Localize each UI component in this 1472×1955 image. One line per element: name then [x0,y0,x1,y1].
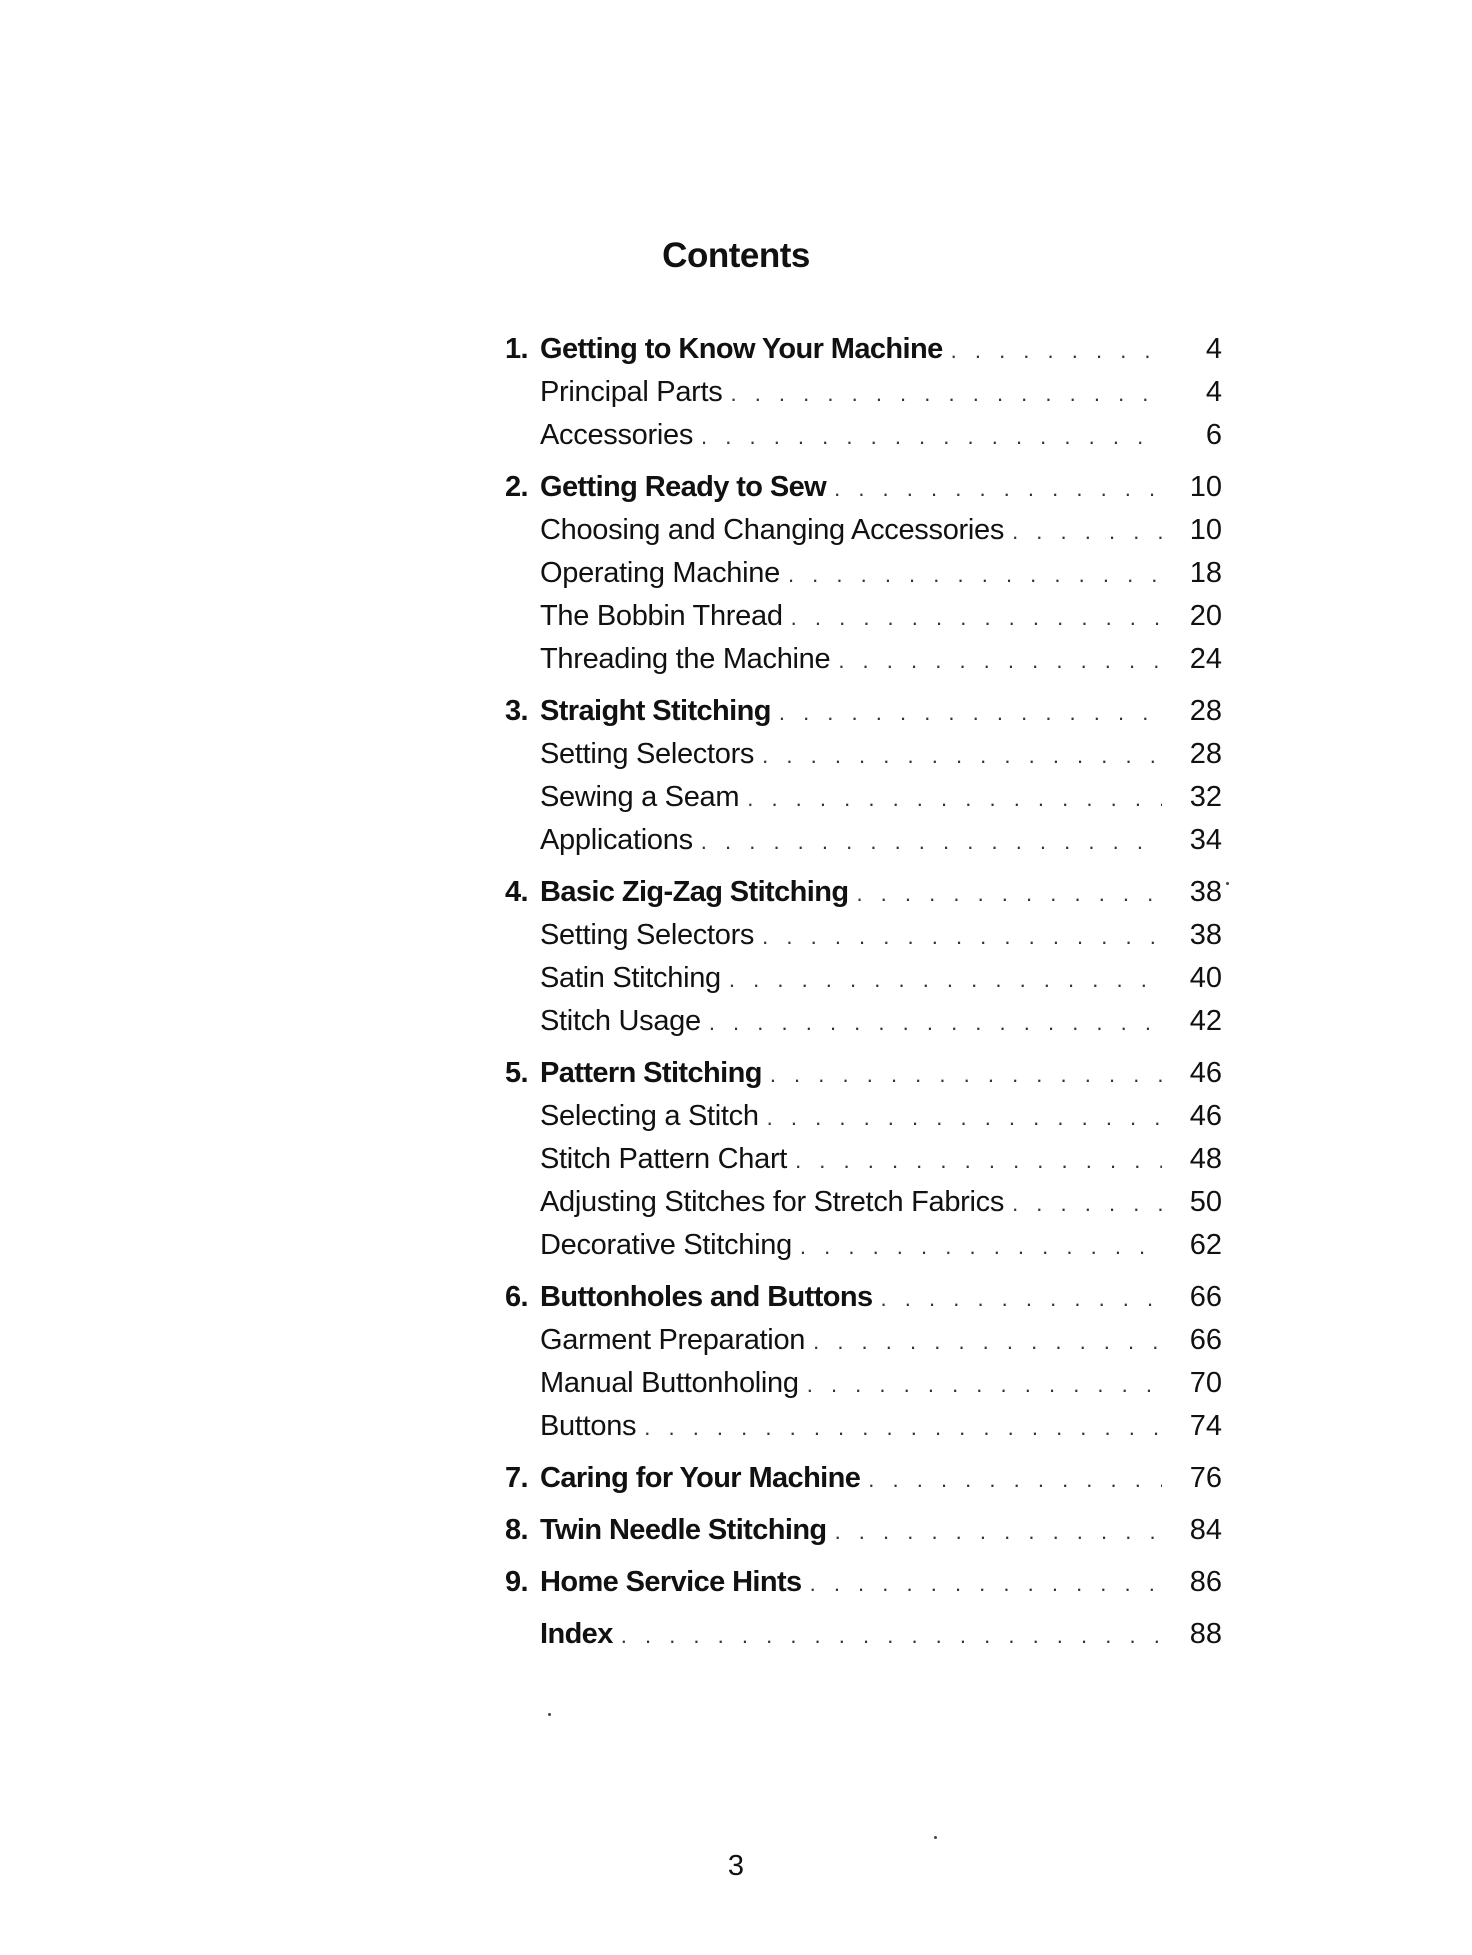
toc-entry-label: Selecting a Stitch [540,1100,759,1132]
toc-section-entry [505,1052,1222,1095]
toc-subsection-entry [505,1319,1222,1362]
dot-leader [834,467,1162,510]
toc-entry-page: 70 [1189,1367,1222,1399]
toc-subsection-entry [505,1095,1222,1138]
toc-entry-page: 4 [1205,376,1222,408]
toc-section-entry [505,690,1222,733]
dot-leader [813,1320,1162,1363]
toc-entry-page: 10 [1189,471,1222,503]
toc-entry-label: Buttons [540,1410,637,1442]
toc-entry-label: Adjusting Stitches for Stretch Fabrics [540,1186,1005,1218]
toc-entry-number: 1. [505,333,528,365]
toc-entry-page: 42 [1189,1005,1222,1037]
dot-leader [709,1001,1162,1044]
toc-section-entry [505,1276,1222,1319]
toc-entry-page: 88 [1189,1618,1222,1650]
toc-entry-label: Satin Stitching [540,962,721,994]
toc-entry-page: 62 [1189,1229,1222,1261]
toc-entry-label: Getting Ready to Sew [540,471,827,503]
dot-leader [770,1053,1162,1096]
toc-entry-label: Home Service Hints [540,1566,802,1598]
toc-entry-label: Decorative Stitching [540,1229,792,1261]
dot-leader [701,820,1162,863]
toc-entry-number: 4. [505,876,528,908]
dot-leader [621,1614,1162,1657]
toc-entry-page: 4 [1205,333,1222,365]
toc-entry-label: Getting to Know Your Machine [540,333,943,365]
toc-entry-number: 3. [505,695,528,727]
toc-subsection-entry [505,595,1222,638]
dot-leader [729,958,1162,1001]
toc-subsection-entry [505,733,1222,776]
toc-entry-page: 10 [1189,514,1222,546]
dot-leader [838,639,1162,682]
dot-leader [788,553,1162,596]
toc-entry-page: 6 [1205,419,1222,451]
toc-entry-page: 20 [1189,600,1222,632]
dot-leader [951,329,1162,372]
toc-entry-page: 86 [1189,1566,1222,1598]
toc-entry-label: Operating Machine [540,557,780,589]
toc-entry-number: 8. [505,1514,528,1546]
toc-entry-label: Choosing and Changing Accessories [540,514,1005,546]
dot-leader [779,691,1162,734]
toc-entry-page: 32 [1189,781,1222,813]
toc-subsection-entry [505,1405,1222,1448]
toc-entry-page: 28 [1189,738,1222,770]
toc-entry-label: Manual Buttonholing [540,1367,799,1399]
toc-subsection-entry [505,1138,1222,1181]
toc-entry-label: Twin Needle Stitching [540,1514,827,1546]
toc-subsection-entry [505,371,1222,414]
toc-entry-page: 50 [1189,1186,1222,1218]
dot-leader [881,1277,1162,1320]
dot-leader [644,1406,1162,1449]
toc-subsection-entry [505,819,1222,862]
toc-entry-page: 76 [1189,1462,1222,1494]
toc-subsection-entry [505,914,1222,957]
toc-entry-label: Stitch Usage [540,1005,701,1037]
dot-leader [1012,510,1162,553]
toc-entry-page: 66 [1189,1324,1222,1356]
dot-leader [762,734,1162,777]
toc-entry-page: 34 [1189,824,1222,856]
toc-entry-page: 28 [1189,695,1222,727]
dot-leader [807,1363,1162,1406]
toc-entry-label: Basic Zig-Zag Stitching [540,876,849,908]
dot-leader [701,415,1162,458]
toc-entry-page: 48 [1189,1143,1222,1175]
toc-entry-number: 2. [505,471,528,503]
toc-section-entry [505,871,1222,914]
toc-subsection-entry [505,1181,1222,1224]
toc-entry-label: Sewing a Seam [540,781,740,813]
toc-entry-page: 74 [1189,1410,1222,1442]
toc-entry-page: 46 [1189,1057,1222,1089]
page-title: Contents [662,236,810,275]
toc-entry-label: Setting Selectors [540,919,755,951]
toc-entry-label: Index [540,1618,613,1650]
toc-section-entry [505,1561,1222,1604]
scan-speck [934,1836,937,1839]
toc-entry-page: 38 [1189,919,1222,951]
dot-leader [810,1562,1162,1605]
dot-leader [791,596,1162,639]
dot-leader [868,1458,1162,1501]
dot-leader [800,1225,1162,1268]
toc-entry-page: 24 [1189,643,1222,675]
toc-section-entry [505,1457,1222,1500]
toc-subsection-entry [505,1000,1222,1043]
page-number: 3 [727,1850,745,1882]
toc-subsection-entry [505,414,1222,457]
toc-entry-number: 6. [505,1281,528,1313]
toc-entry-label: Buttonholes and Buttons [540,1281,873,1313]
toc-entry-label: Caring for Your Machine [540,1462,861,1494]
toc-entry-label: Setting Selectors [540,738,755,770]
toc-section-entry [505,1509,1222,1552]
toc-subsection-entry [505,552,1222,595]
toc-entry-label: Stitch Pattern Chart [540,1143,788,1175]
dot-leader [1012,1182,1162,1225]
toc-entry-label: The Bobbin Thread [540,600,783,632]
toc-entry-label: Pattern Stitching [540,1057,762,1089]
toc-section-entry [505,1613,1222,1656]
dot-leader [795,1139,1162,1182]
dot-leader [730,372,1162,415]
dot-leader [762,915,1162,958]
toc-subsection-entry [505,1362,1222,1405]
toc-subsection-entry [505,1224,1222,1267]
toc-subsection-entry [505,509,1222,552]
toc-entry-page: 38 [1189,876,1222,908]
toc-entry-label: Garment Preparation [540,1324,806,1356]
scan-speck [1226,882,1229,885]
toc-entry-label: Straight Stitching [540,695,771,727]
toc-entry-label: Principal Parts [540,376,723,408]
toc-entry-page: 84 [1189,1514,1222,1546]
toc-entry-label: Applications [540,824,693,856]
dot-leader [767,1096,1162,1139]
toc-section-entry [505,328,1222,371]
scan-speck [548,1713,551,1716]
toc-entry-page: 66 [1189,1281,1222,1313]
dot-leader [835,1510,1162,1553]
toc-subsection-entry [505,776,1222,819]
table-of-contents [505,328,1222,1656]
toc-entry-number: 7. [505,1462,528,1494]
toc-entry-page: 40 [1189,962,1222,994]
toc-entry-number: 5. [505,1057,528,1089]
toc-entry-label: Accessories [540,419,694,451]
dot-leader [856,872,1162,915]
toc-entry-label: Threading the Machine [540,643,831,675]
toc-entry-number: 9. [505,1566,528,1598]
toc-subsection-entry [505,957,1222,1000]
toc-section-entry [505,466,1222,509]
toc-subsection-entry [505,638,1222,681]
dot-leader [747,777,1162,820]
toc-entry-page: 46 [1189,1100,1222,1132]
toc-entry-page: 18 [1189,557,1222,589]
